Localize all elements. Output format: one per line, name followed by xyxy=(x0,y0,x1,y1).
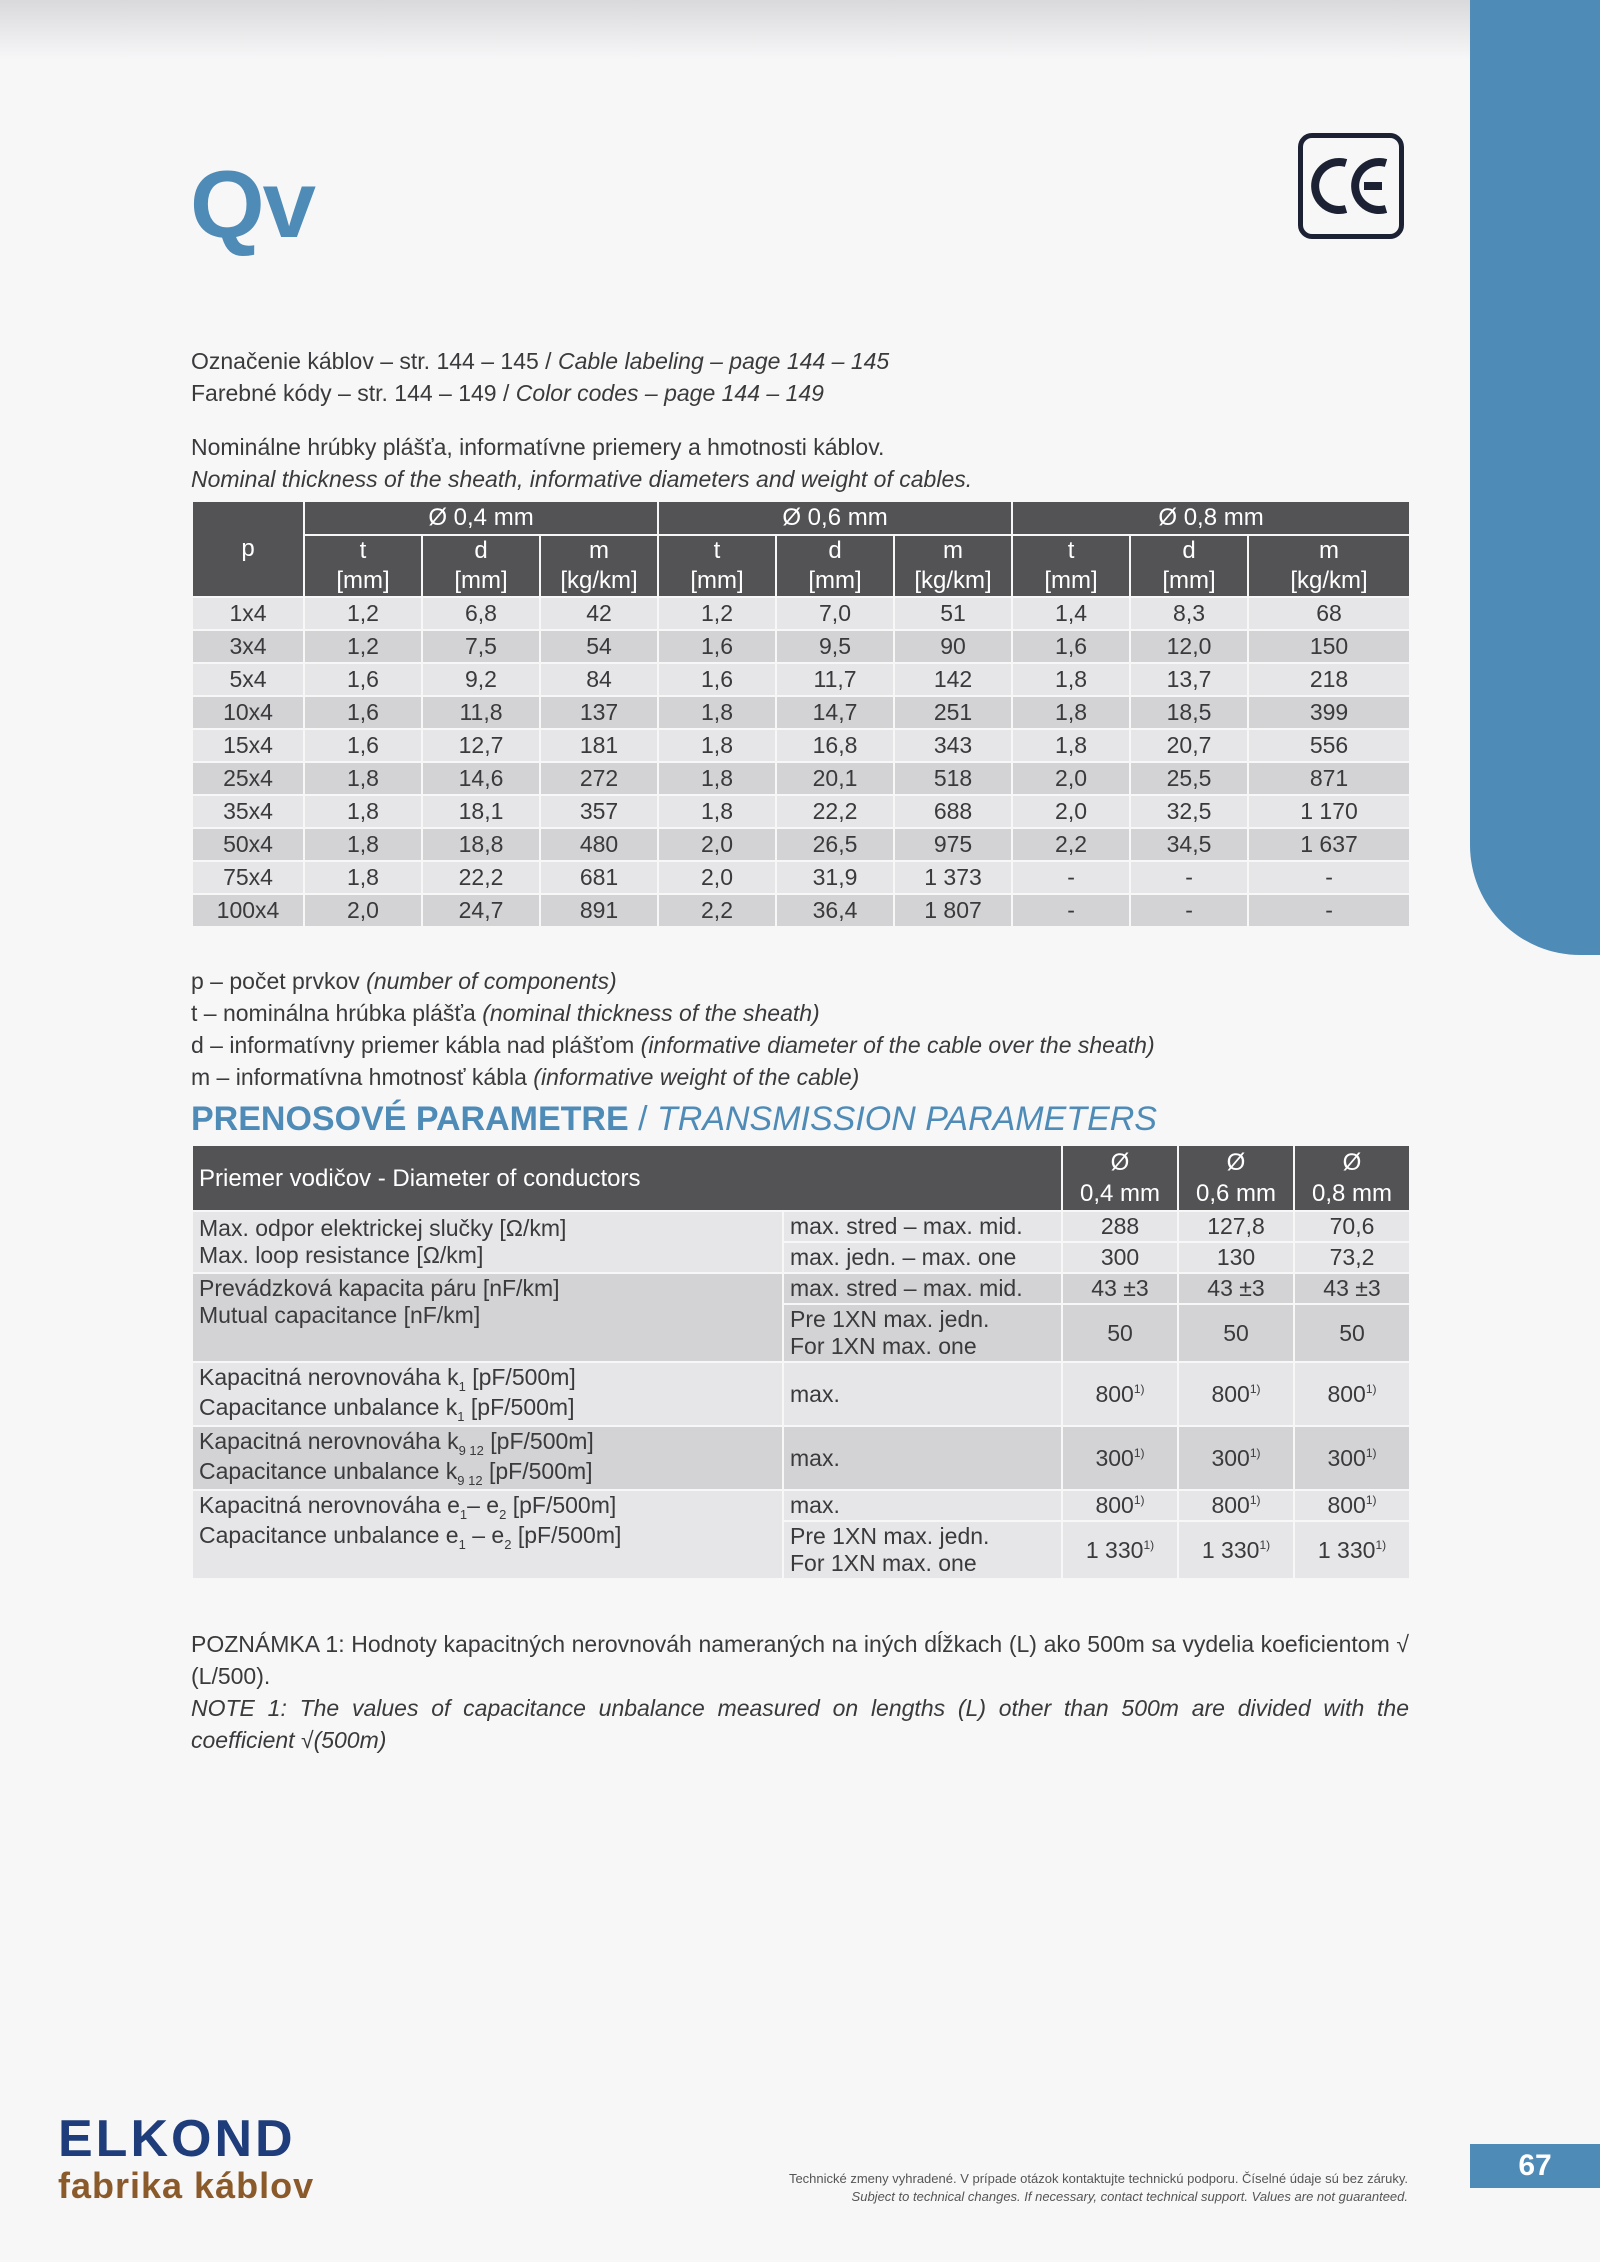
table-cell: 22,2 xyxy=(422,861,540,894)
footnote-ref: 1) xyxy=(1249,1445,1261,1460)
table-row xyxy=(192,630,1410,663)
table-cell: 1,6 xyxy=(304,729,422,762)
disclaimer-en: Subject to technical changes. If necessary, contact technical support. Values are not guaranteed. xyxy=(851,2189,1408,2204)
t2-row-capacitance-a xyxy=(192,1273,1410,1304)
table-cell: 36,4 xyxy=(776,894,894,927)
t2-value xyxy=(1062,1490,1178,1521)
t2-cond-sk: Pre 1XN max. jedn. xyxy=(790,1523,990,1549)
table-cell: 16,8 xyxy=(776,729,894,762)
table-cell: 42 xyxy=(540,597,658,630)
t2-value: 127,8 xyxy=(1178,1211,1294,1242)
unbalance-e1e2-en xyxy=(199,1522,776,1552)
legend-item-m xyxy=(191,1061,1155,1093)
txt: Capacitance unbalance k xyxy=(199,1458,458,1484)
table-cell: 1,8 xyxy=(1012,663,1130,696)
table-cell: 1,2 xyxy=(304,630,422,663)
footnote xyxy=(191,1628,1409,1756)
t2-cond: max. stred – max. mid. xyxy=(783,1211,1062,1242)
unbalance-k912-sk xyxy=(199,1428,776,1458)
sub: 1 xyxy=(457,1409,465,1424)
table-cell: 1 807 xyxy=(894,894,1012,927)
group-header-0-4: Ø 0,4 mm xyxy=(304,501,658,535)
sub-header-symbol: t xyxy=(1067,537,1075,564)
table-cell: 518 xyxy=(894,762,1012,795)
sub: 2 xyxy=(504,1537,512,1552)
txt: [pF/500m] xyxy=(465,1364,576,1390)
table-cell: 1 170 xyxy=(1248,795,1410,828)
t2-col-0-8-sym: Ø xyxy=(1342,1149,1362,1176)
t2-value xyxy=(1062,1426,1178,1490)
top-shade xyxy=(0,0,1600,60)
sub-header-unit: [mm] xyxy=(336,567,390,594)
t2-value xyxy=(1294,1426,1410,1490)
sub-header-symbol: m xyxy=(589,537,609,564)
footnote-ref: 1) xyxy=(1133,1445,1145,1460)
t2-cond-en: For 1XN max. one xyxy=(790,1333,977,1359)
logo-wordmark: ELKOND xyxy=(58,2110,296,2168)
sub-header xyxy=(658,535,776,597)
table-cell: 25,5 xyxy=(1130,762,1248,795)
table-cell: 9,2 xyxy=(422,663,540,696)
val: 1 330 xyxy=(1317,1536,1376,1563)
table-cell: 2,0 xyxy=(658,828,776,861)
txt: – e xyxy=(467,1492,500,1518)
sub-header xyxy=(304,535,422,597)
table-cell: 90 xyxy=(894,630,1012,663)
sub: 1 xyxy=(458,1537,466,1552)
table-cell: 1,8 xyxy=(1012,729,1130,762)
table-cell: 12,7 xyxy=(422,729,540,762)
table-cell: 1,2 xyxy=(304,597,422,630)
t2-cond: max. xyxy=(783,1362,1062,1426)
row-pairs-cell: 5x4 xyxy=(192,663,304,696)
footnote-ref: 1) xyxy=(1375,1537,1387,1552)
table-row xyxy=(192,795,1410,828)
table-cell: 480 xyxy=(540,828,658,861)
t2-value: 288 xyxy=(1062,1211,1178,1242)
table-cell: 7,0 xyxy=(776,597,894,630)
table-cell: 14,6 xyxy=(422,762,540,795)
txt: Capacitance unbalance e xyxy=(199,1522,459,1548)
table-cell: 1,8 xyxy=(1012,696,1130,729)
val: 300 xyxy=(1327,1444,1366,1471)
table-cell: - xyxy=(1012,861,1130,894)
t2-col-0-8 xyxy=(1294,1145,1410,1211)
disclaimer-sk: Technické zmeny vyhradené. V prípade otázok kontaktujte technickú podporu. Číselné údaje sú bez záruky. xyxy=(788,2171,1408,2186)
sub-header-unit: [kg/km] xyxy=(560,567,638,594)
side-tab-text xyxy=(1470,0,1600,290)
table-row xyxy=(192,894,1410,927)
table-cell: 18,8 xyxy=(422,828,540,861)
table-cell: 1,8 xyxy=(658,795,776,828)
color-codes-sk: Farebné kódy – str. 144 – 149 / xyxy=(191,380,516,406)
txt: Capacitance unbalance k xyxy=(199,1394,458,1420)
table-row xyxy=(192,597,1410,630)
row-pairs-cell: 100x4 xyxy=(192,894,304,927)
t2-value xyxy=(1178,1362,1294,1426)
product-title: Qv xyxy=(190,151,315,258)
t2-cond: max. jedn. – max. one xyxy=(783,1242,1062,1273)
t2-value xyxy=(1062,1362,1178,1426)
txt: [pF/500m] xyxy=(464,1394,575,1420)
table-cell: - xyxy=(1012,894,1130,927)
loop-resistance-sk: Max. odpor elektrickej slučky [Ω/km] xyxy=(199,1215,567,1241)
table-cell: 51 xyxy=(894,597,1012,630)
legend-m-sk: m – informatívna hmotnosť kábla xyxy=(191,1064,534,1090)
table-cell: - xyxy=(1248,861,1410,894)
table-cell: 137 xyxy=(540,696,658,729)
sub-header xyxy=(1012,535,1130,597)
table-cell: 2,2 xyxy=(1012,828,1130,861)
table-cell: 31,9 xyxy=(776,861,894,894)
legend-t-en: (nominal thickness of the sheath) xyxy=(482,1000,820,1026)
table1-caption-en-text: Nominal thickness of the sheath, informative diameters and weight of cables. xyxy=(191,466,973,492)
txt: [pF/500m] xyxy=(506,1492,617,1518)
sub-header xyxy=(540,535,658,597)
cable-labeling-sk: Označenie káblov – str. 144 – 145 / xyxy=(191,348,558,374)
t2-value xyxy=(1294,1490,1410,1521)
t2-param-unbalance-k1 xyxy=(192,1362,783,1426)
mutual-capacitance-sk: Prevádzková kapacita páru [nF/km] xyxy=(199,1275,560,1301)
table-cell: 2,0 xyxy=(1012,795,1130,828)
txt: Kapacitná nerovnováha k xyxy=(199,1428,459,1454)
page-number: 67 xyxy=(1470,2144,1600,2188)
footnote-ref: 1) xyxy=(1249,1493,1261,1507)
t2-value: 43 ±3 xyxy=(1294,1273,1410,1304)
unbalance-k1-sk xyxy=(199,1364,776,1394)
group-header-0-8: Ø 0,8 mm xyxy=(1012,501,1410,535)
t2-row-unbalance-e1e2-a xyxy=(192,1490,1410,1521)
footnote-en: NOTE 1: The values of capacitance unbalance measured on lengths (L) other than 500m are divided with the coefficient √(500m) xyxy=(191,1695,1409,1753)
table-cell: 1,8 xyxy=(304,861,422,894)
t2-param-mutual-capacitance xyxy=(192,1273,783,1362)
footnote-ref: 1) xyxy=(1249,1381,1261,1396)
table-cell: 13,7 xyxy=(1130,663,1248,696)
t2-value: 43 ±3 xyxy=(1178,1273,1294,1304)
section-title-en: TRANSMISSION PARAMETERS xyxy=(657,1100,1157,1138)
logo-tagline: fabrika káblov xyxy=(58,2165,315,2206)
unbalance-e1e2-sk xyxy=(199,1492,776,1522)
table-cell: 181 xyxy=(540,729,658,762)
legend-d-sk: d – informatívny priemer kábla nad plášťom xyxy=(191,1032,641,1058)
mutual-capacitance-en: Mutual capacitance [nF/km] xyxy=(199,1302,481,1328)
table-cell: 6,8 xyxy=(422,597,540,630)
table-cell: 11,7 xyxy=(776,663,894,696)
footnote-ref: 1) xyxy=(1143,1537,1155,1552)
val: 800 xyxy=(1327,1380,1366,1407)
legend-item-d xyxy=(191,1029,1155,1061)
table-cell: 1,8 xyxy=(658,729,776,762)
table-cell: 1,8 xyxy=(658,696,776,729)
table-cell: 18,1 xyxy=(422,795,540,828)
t2-value: 73,2 xyxy=(1294,1242,1410,1273)
table-cell: 1,8 xyxy=(304,828,422,861)
table-row xyxy=(192,696,1410,729)
t2-cond xyxy=(783,1304,1062,1362)
table-cell: 1,2 xyxy=(658,597,776,630)
val: 300 xyxy=(1095,1444,1134,1471)
table-cell: 1,8 xyxy=(304,762,422,795)
table-cell: 556 xyxy=(1248,729,1410,762)
sub-header-unit: [mm] xyxy=(808,567,862,594)
table-cell: 218 xyxy=(1248,663,1410,696)
table-cell: 54 xyxy=(540,630,658,663)
sub-header-unit: [kg/km] xyxy=(1290,567,1368,594)
sub-header-unit: [kg/km] xyxy=(914,567,992,594)
table-cell: 1,6 xyxy=(658,630,776,663)
color-codes-en: Color codes – page 144 – 149 xyxy=(515,380,824,406)
sub: 2 xyxy=(499,1507,507,1522)
sub-header-unit: [mm] xyxy=(454,567,508,594)
table1-legend xyxy=(191,965,1155,1093)
table-cell: 68 xyxy=(1248,597,1410,630)
t2-value xyxy=(1178,1521,1294,1579)
t2-col-0-6-val: 0,6 mm xyxy=(1195,1180,1276,1207)
table1-caption-en xyxy=(191,466,972,493)
t2-value: 70,6 xyxy=(1294,1211,1410,1242)
table-cell: 7,5 xyxy=(422,630,540,663)
t2-col-0-4 xyxy=(1062,1145,1178,1211)
section-title xyxy=(191,1100,1157,1139)
t2-param-unbalance-e1e2 xyxy=(192,1490,783,1579)
table-cell: 24,7 xyxy=(422,894,540,927)
transmission-parameters-table xyxy=(191,1144,1411,1580)
table-cell: 1,4 xyxy=(1012,597,1130,630)
t2-cond xyxy=(783,1521,1062,1579)
sub-header-unit: [mm] xyxy=(690,567,744,594)
elkond-logo xyxy=(58,2112,314,2206)
t2-row-loop-resistance-a xyxy=(192,1211,1410,1242)
t2-value xyxy=(1062,1521,1178,1579)
t2-col-0-4-val: 0,4 mm xyxy=(1079,1180,1160,1207)
loop-resistance-en: Max. loop resistance [Ω/km] xyxy=(199,1242,484,1268)
t2-col-0-8-val: 0,8 mm xyxy=(1311,1180,1392,1207)
table-cell: 2,0 xyxy=(658,861,776,894)
table-cell: 688 xyxy=(894,795,1012,828)
dimensions-table xyxy=(191,500,1411,928)
section-side-tab xyxy=(1470,0,1600,955)
t2-cond-en: For 1XN max. one xyxy=(790,1550,977,1576)
unbalance-k1-en xyxy=(199,1394,776,1424)
table-cell: 1 373 xyxy=(894,861,1012,894)
legend-m-en: (informative weight of the cable) xyxy=(533,1064,860,1090)
col-header-p: p xyxy=(192,501,304,597)
table-cell: 1,6 xyxy=(304,696,422,729)
row-pairs-cell: 25x4 xyxy=(192,762,304,795)
val: 800 xyxy=(1211,1380,1250,1407)
txt: [pF/500m] xyxy=(511,1522,622,1548)
ce-mark-icon xyxy=(1298,133,1404,239)
footnote-ref: 1) xyxy=(1365,1381,1377,1396)
t2-param-loop-resistance xyxy=(192,1211,783,1273)
t2-value: 50 xyxy=(1294,1304,1410,1362)
legend-d-en: (informative diameter of the cable over the sheath) xyxy=(640,1032,1155,1058)
txt: Kapacitná nerovnováha e xyxy=(199,1492,460,1518)
footnote-ref: 1) xyxy=(1133,1493,1145,1507)
val: 300 xyxy=(1211,1444,1250,1471)
sub: 9 12 xyxy=(458,1443,484,1458)
group-header-0-6: Ø 0,6 mm xyxy=(658,501,1012,535)
sub-header xyxy=(422,535,540,597)
row-pairs-cell: 50x4 xyxy=(192,828,304,861)
sub-header-symbol: t xyxy=(359,537,367,564)
sub-header-symbol: m xyxy=(943,537,964,564)
color-codes-ref xyxy=(191,380,824,407)
sub-header-symbol: d xyxy=(828,537,842,564)
sub: 1 xyxy=(459,1507,468,1522)
table-cell: - xyxy=(1248,894,1410,927)
legend-p-en: (number of components) xyxy=(366,968,617,994)
unbalance-k912-en xyxy=(199,1458,776,1488)
sub: 1 xyxy=(458,1379,466,1394)
table-cell: 12,0 xyxy=(1130,630,1248,663)
table-cell: 2,0 xyxy=(1012,762,1130,795)
t2-value xyxy=(1178,1426,1294,1490)
section-title-sk: PRENOSOVÉ PARAMETRE xyxy=(191,1100,629,1138)
table-cell: 1,6 xyxy=(658,663,776,696)
table-row xyxy=(192,663,1410,696)
t2-param-unbalance-k912 xyxy=(192,1426,783,1490)
table-cell: 20,7 xyxy=(1130,729,1248,762)
t2-cond-sk: Pre 1XN max. jedn. xyxy=(790,1306,990,1332)
table-cell: 34,5 xyxy=(1130,828,1248,861)
sub-header xyxy=(894,535,1012,597)
sub-header-unit: [mm] xyxy=(1044,567,1098,594)
t2-row-unbalance-k912 xyxy=(192,1426,1410,1490)
sub-header-symbol: d xyxy=(1182,537,1196,564)
sub-header-symbol: t xyxy=(713,537,721,564)
t2-value xyxy=(1294,1362,1410,1426)
row-pairs-cell: 35x4 xyxy=(192,795,304,828)
table-cell: - xyxy=(1130,894,1248,927)
table-cell: 2,2 xyxy=(658,894,776,927)
table-cell: 22,2 xyxy=(776,795,894,828)
txt: [pF/500m] xyxy=(482,1458,593,1484)
sub-header xyxy=(776,535,894,597)
val: 1 330 xyxy=(1085,1536,1144,1563)
legend-item-p xyxy=(191,965,1155,997)
footnote-ref: 1) xyxy=(1259,1537,1271,1552)
t2-value xyxy=(1294,1521,1410,1579)
val: 800 xyxy=(1095,1492,1134,1518)
row-pairs-cell: 1x4 xyxy=(192,597,304,630)
t2-value: 300 xyxy=(1062,1242,1178,1273)
t2-value: 50 xyxy=(1178,1304,1294,1362)
t2-col-0-6 xyxy=(1178,1145,1294,1211)
table-cell: 11,8 xyxy=(422,696,540,729)
sub-header-symbol: m xyxy=(1319,537,1340,564)
table-cell: 8,3 xyxy=(1130,597,1248,630)
t2-header-label: Priemer vodičov - Diameter of conductors xyxy=(192,1145,1062,1211)
table-cell: 142 xyxy=(894,663,1012,696)
table1-caption-sk: Nominálne hrúbky plášťa, informatívne priemery a hmotnosti káblov. xyxy=(191,434,885,460)
table-cell: 357 xyxy=(540,795,658,828)
sub-header-symbol: d xyxy=(474,537,488,564)
row-pairs-cell: 10x4 xyxy=(192,696,304,729)
footnote-ref: 1) xyxy=(1133,1381,1145,1396)
sub-header xyxy=(1130,535,1248,597)
table-cell: 1,6 xyxy=(1012,630,1130,663)
section-title-sep: / xyxy=(628,1100,657,1138)
table-cell: 343 xyxy=(894,729,1012,762)
t2-value: 50 xyxy=(1062,1304,1178,1362)
table-cell: 20,1 xyxy=(776,762,894,795)
table-cell: 18,5 xyxy=(1130,696,1248,729)
val: 800 xyxy=(1327,1492,1366,1518)
table-cell: 1 637 xyxy=(1248,828,1410,861)
table-cell: - xyxy=(1130,861,1248,894)
table-cell: 399 xyxy=(1248,696,1410,729)
table-cell: 2,0 xyxy=(304,894,422,927)
t2-cond: max. xyxy=(783,1490,1062,1521)
table-cell: 975 xyxy=(894,828,1012,861)
table-cell: 1,8 xyxy=(658,762,776,795)
row-pairs-cell: 75x4 xyxy=(192,861,304,894)
footnote-sk: POZNÁMKA 1: Hodnoty kapacitných nerovnováh nameraných na iných dĺžkach (L) ako 500m sa vydelia koeficientom √ (L/500). xyxy=(191,1631,1409,1689)
txt: – e xyxy=(465,1522,505,1548)
txt: [pF/500m] xyxy=(483,1428,594,1454)
cable-labeling-ref xyxy=(191,348,889,375)
table-row xyxy=(192,828,1410,861)
t2-value: 130 xyxy=(1178,1242,1294,1273)
table-row xyxy=(192,729,1410,762)
table-cell: 871 xyxy=(1248,762,1410,795)
table-row xyxy=(192,762,1410,795)
table-cell: 1,8 xyxy=(304,795,422,828)
table-cell: 32,5 xyxy=(1130,795,1248,828)
legend-p-sk: p – počet prvkov xyxy=(191,968,367,994)
t2-value xyxy=(1178,1490,1294,1521)
table-cell: 14,7 xyxy=(776,696,894,729)
table-cell: 9,5 xyxy=(776,630,894,663)
t2-col-0-4-sym: Ø xyxy=(1110,1149,1130,1176)
t2-row-unbalance-k1 xyxy=(192,1362,1410,1426)
row-pairs-cell: 15x4 xyxy=(192,729,304,762)
footnote-ref: 1) xyxy=(1365,1445,1377,1460)
row-pairs-cell: 3x4 xyxy=(192,630,304,663)
legend-item-t xyxy=(191,997,1155,1029)
table-cell: 84 xyxy=(540,663,658,696)
cable-labeling-en: Cable labeling – page 144 – 145 xyxy=(557,348,890,374)
val: 800 xyxy=(1095,1380,1134,1407)
t2-col-0-6-sym: Ø xyxy=(1226,1149,1246,1176)
legend-t-sk: t – nominálna hrúbka plášťa xyxy=(191,1000,483,1026)
t2-cond: max. xyxy=(783,1426,1062,1490)
txt: Kapacitná nerovnováha k xyxy=(199,1364,459,1390)
table-cell: 251 xyxy=(894,696,1012,729)
sub-header xyxy=(1248,535,1410,597)
t2-value: 43 ±3 xyxy=(1062,1273,1178,1304)
sub-header-unit: [mm] xyxy=(1162,567,1216,594)
disclaimer xyxy=(789,2170,1408,2206)
table-cell: 26,5 xyxy=(776,828,894,861)
table-cell: 150 xyxy=(1248,630,1410,663)
val: 800 xyxy=(1211,1492,1250,1518)
table-row xyxy=(192,861,1410,894)
table-cell: 1,6 xyxy=(304,663,422,696)
table-cell: 681 xyxy=(540,861,658,894)
footnote-ref: 1) xyxy=(1365,1493,1377,1507)
sub: 9 12 xyxy=(457,1473,483,1488)
t2-cond: max. stred – max. mid. xyxy=(783,1273,1062,1304)
table-cell: 891 xyxy=(540,894,658,927)
table-cell: 272 xyxy=(540,762,658,795)
val: 1 330 xyxy=(1201,1536,1260,1563)
